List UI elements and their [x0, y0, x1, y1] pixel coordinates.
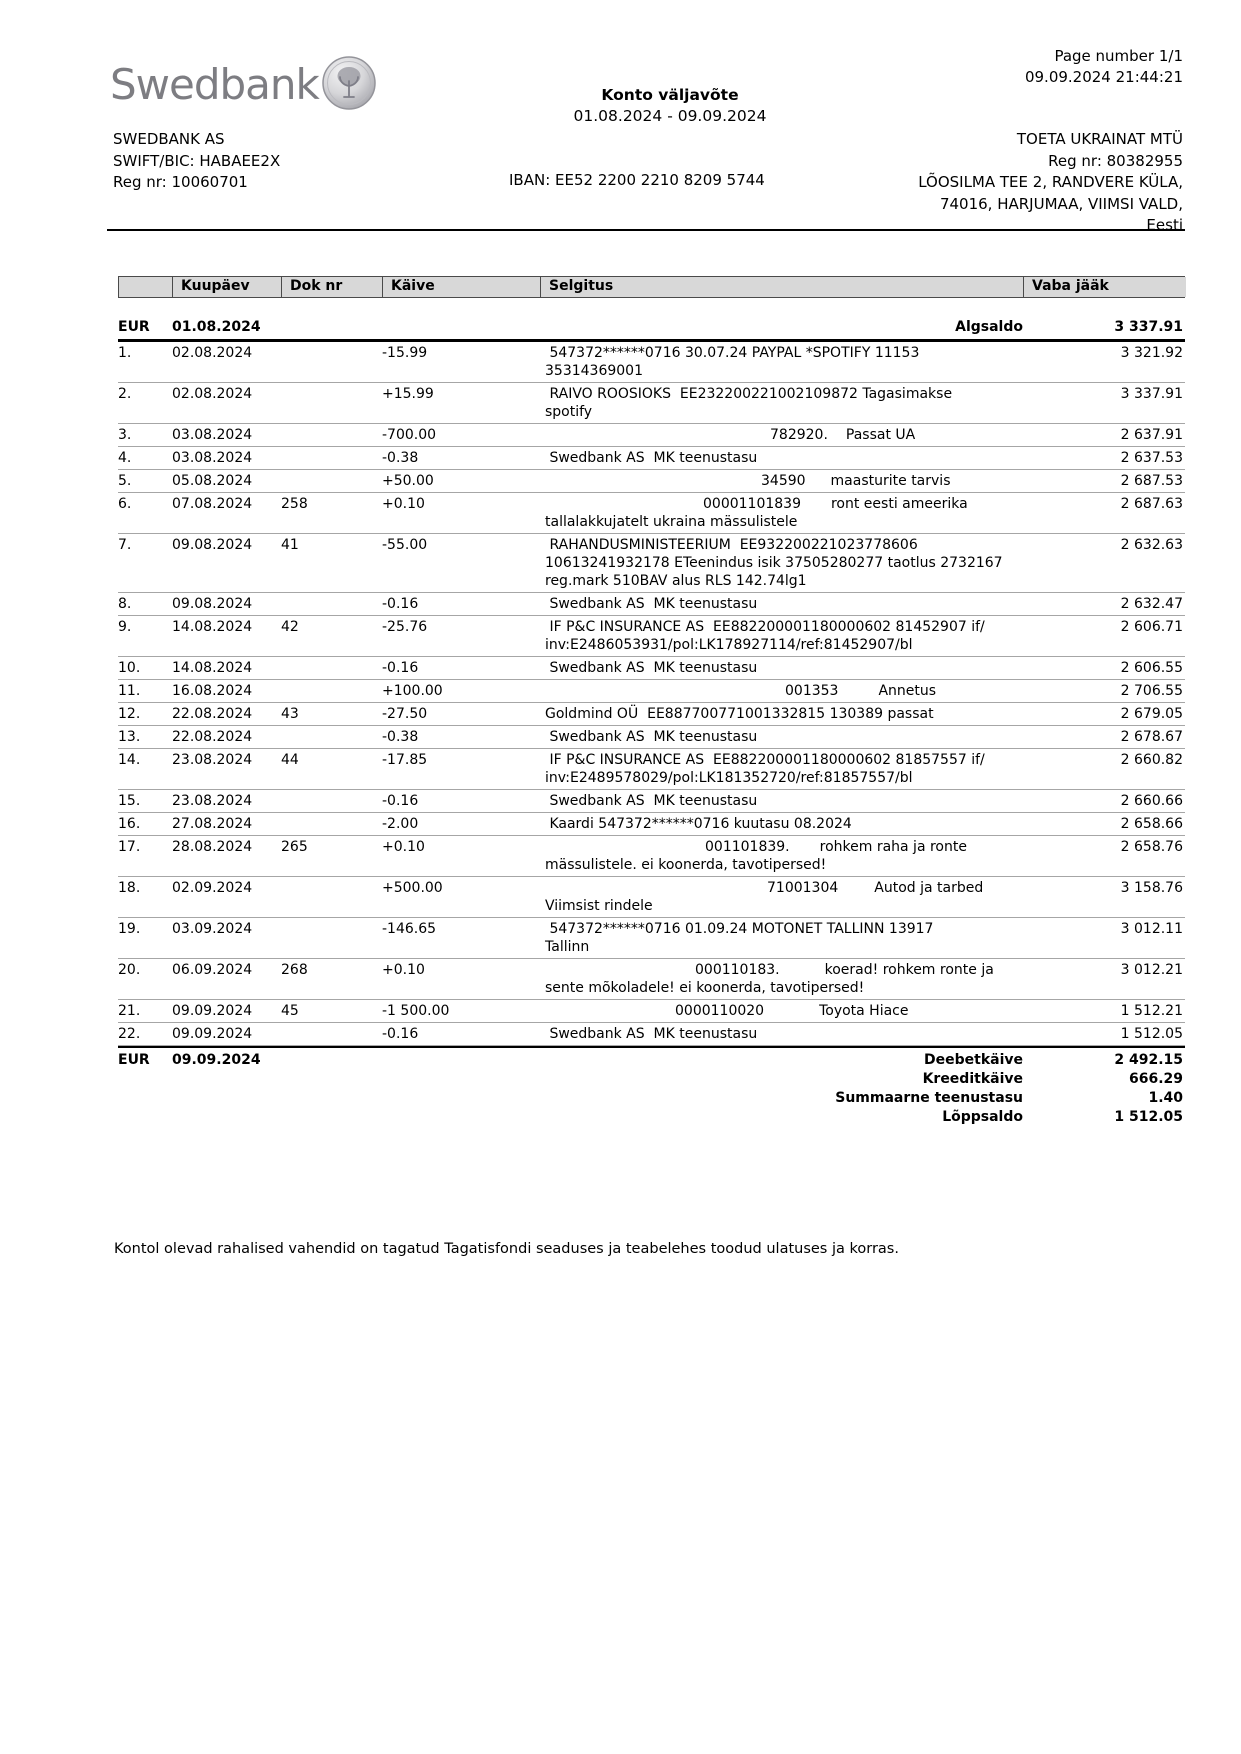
cell-row-number: 6.: [118, 495, 132, 512]
cell-amount: -0.16: [382, 595, 419, 612]
cell-balance: 2 679.05: [1120, 705, 1183, 722]
cell-doknr: [281, 920, 382, 956]
cell-balance: 2 658.76: [1120, 838, 1183, 855]
client-address-line: LÕOSILMA TEE 2, RANDVERE KÜLA,: [918, 173, 1183, 191]
summary-value: 2 492.15: [1114, 1052, 1183, 1068]
transaction-row: [118, 703, 1185, 726]
cell-balance: 2 632.63: [1120, 536, 1183, 553]
cell-doknr: 41: [281, 536, 299, 553]
transaction-row: [118, 470, 1185, 493]
column-header-date: Kuupäev: [173, 277, 282, 297]
column-header-balance: Vaba jääk: [1024, 277, 1186, 297]
transaction-row: [118, 918, 1185, 959]
cell-row-number: 19.: [118, 920, 141, 937]
cell-amount: -700.00: [382, 426, 437, 443]
summary-value: 1.40: [1148, 1090, 1183, 1106]
cell-description: [540, 961, 1023, 997]
cell-row-number: 11.: [118, 682, 141, 699]
cell-row-number: 4.: [118, 449, 132, 466]
transaction-row: [118, 680, 1185, 703]
cell-amount: -17.85: [382, 751, 428, 768]
iban: IBAN: EE52 2200 2210 8209 5744: [509, 171, 765, 189]
cell-doknr: 42: [281, 618, 299, 635]
description-line: Swedbank AS MK teenustasu: [545, 449, 758, 466]
description-line: IF P&C INSURANCE AS EE882200001180000602 81452907 if/: [545, 618, 985, 635]
description-line: Tallinn: [545, 938, 590, 955]
bank-name: SWEDBANK AS: [113, 130, 225, 148]
cell-balance: 2 678.67: [1120, 728, 1183, 745]
closing-date: 09.09.2024: [172, 1052, 261, 1068]
cell-date: 03.09.2024: [172, 920, 253, 937]
closing-currency: [118, 1108, 172, 1127]
transaction-row: [118, 1000, 1185, 1023]
cell-balance: 2 687.63: [1120, 495, 1183, 512]
cell-description: [540, 728, 1023, 746]
cell-date: 27.08.2024: [172, 815, 253, 832]
column-header-description: Selgitus: [541, 277, 1024, 297]
cell-balance: 2 660.82: [1120, 751, 1183, 768]
cell-date: 14.08.2024: [172, 659, 253, 676]
opening-date: 01.08.2024: [172, 319, 261, 335]
cell-row-number: 7.: [118, 536, 132, 553]
cell-date: 02.09.2024: [172, 879, 253, 896]
cell-row-number: 22.: [118, 1025, 141, 1042]
cell-doknr: 258: [281, 495, 308, 512]
closing-date: [172, 1070, 281, 1089]
description-line: 34590 maasturite tarvis: [761, 472, 951, 489]
cell-date: 22.08.2024: [172, 728, 253, 745]
cell-doknr: [281, 879, 382, 915]
cell-amount: -0.38: [382, 449, 419, 466]
description-line: Swedbank AS MK teenustasu: [545, 792, 758, 809]
cell-row-number: 2.: [118, 385, 132, 402]
cell-description: [540, 659, 1023, 677]
cell-amount: +0.10: [382, 838, 425, 855]
bank-info: [113, 129, 280, 194]
transaction-row: [118, 959, 1185, 1000]
transaction-row: [118, 616, 1185, 657]
cell-date: 22.08.2024: [172, 705, 253, 722]
cell-balance: 2 637.53: [1120, 449, 1183, 466]
cell-doknr: [281, 682, 382, 700]
description-line: Swedbank AS MK teenustasu: [545, 728, 758, 745]
statement-period: 01.08.2024 - 09.09.2024: [573, 107, 767, 125]
cell-description: [540, 879, 1023, 915]
cell-date: 07.08.2024: [172, 495, 253, 512]
cell-doknr: [281, 1025, 382, 1043]
cell-row-number: 1.: [118, 344, 132, 361]
cell-amount: +0.10: [382, 495, 425, 512]
description-line: 35314369001: [545, 362, 643, 379]
cell-description: [540, 1002, 1023, 1020]
statement-table: [118, 276, 1185, 1127]
description-line: mässulistele. ei koonerda, tavotipersed!: [545, 856, 827, 873]
description-line: sente mõkoladele! ei koonerda, tavotipersed!: [545, 979, 865, 996]
cell-doknr: 268: [281, 961, 308, 978]
client-info: [918, 129, 1183, 237]
cell-balance: 1 512.21: [1120, 1002, 1183, 1019]
header-divider: [107, 229, 1185, 231]
description-line: RAHANDUSMINISTEERIUM EE932200221023778606: [545, 536, 918, 553]
description-line: inv:E2486053931/pol:LK178927114/ref:81452907/bl: [545, 636, 913, 653]
cell-date: 02.08.2024: [172, 385, 253, 402]
cell-doknr: [281, 595, 382, 613]
cell-amount: -15.99: [382, 344, 428, 361]
cell-balance: 2 658.66: [1120, 815, 1183, 832]
cell-balance: 3 012.11: [1120, 920, 1183, 937]
generated-timestamp: 09.09.2024 21:44:21: [1024, 68, 1183, 86]
cell-date: 28.08.2024: [172, 838, 253, 855]
cell-description: [540, 705, 1023, 723]
description-line: 547372******0716 01.09.24 MOTONET TALLINN 13917: [545, 920, 934, 937]
cell-description: [540, 838, 1023, 874]
opening-balance-value: 3 337.91: [1114, 319, 1183, 335]
cell-description: [540, 920, 1023, 956]
transaction-row: [118, 1023, 1185, 1046]
document-title: Konto väljavõte: [601, 86, 739, 104]
cell-amount: -27.50: [382, 705, 428, 722]
cell-date: 23.08.2024: [172, 751, 253, 768]
cell-row-number: 5.: [118, 472, 132, 489]
client-address-line: 74016, HARJUMAA, VIIMSI VALD,: [939, 194, 1183, 213]
swedbank-logo-text: Swedbank: [110, 60, 319, 109]
bank-reg-nr: Reg nr: 10060701: [113, 173, 248, 191]
cell-description: [540, 449, 1023, 467]
document-title-block: [455, 85, 885, 127]
transaction-row: [118, 424, 1185, 447]
cell-amount: -0.16: [382, 792, 419, 809]
description-line: 001353 Annetus: [785, 682, 937, 699]
client-reg-nr: Reg nr: 80382955: [1048, 151, 1183, 170]
cell-date: 23.08.2024: [172, 792, 253, 809]
summary-label: Lõppsaldo: [942, 1109, 1023, 1125]
page-number: Page number 1/1: [1054, 47, 1183, 65]
cell-balance: 2 606.55: [1120, 659, 1183, 676]
cell-doknr: [281, 344, 382, 380]
summary-value: 666.29: [1128, 1071, 1183, 1087]
summary-lines: [118, 1051, 1185, 1127]
summary-label: Deebetkäive: [924, 1052, 1023, 1068]
description-line: Swedbank AS MK teenustasu: [545, 595, 758, 612]
cell-row-number: 8.: [118, 595, 132, 612]
cell-amount: -0.16: [382, 1025, 419, 1042]
transaction-row: [118, 657, 1185, 680]
cell-row-number: 15.: [118, 792, 141, 809]
cell-balance: 2 687.53: [1120, 472, 1183, 489]
cell-description: [540, 792, 1023, 810]
summary-line: [118, 1051, 1185, 1070]
transaction-row: [118, 534, 1185, 593]
description-line: Goldmind OÜ EE887700771001332815 130389 passat: [545, 705, 934, 722]
cell-row-number: 12.: [118, 705, 141, 722]
cell-amount: -1 500.00: [382, 1002, 450, 1019]
description-line: spotify: [545, 403, 593, 420]
deposit-guarantee-note: Kontol olevad rahalised vahendid on tagatud Tagatisfondi seaduses ja teabelehes toodud ulatuses ja korras.: [114, 1241, 899, 1257]
description-line: Swedbank AS MK teenustasu: [545, 659, 758, 676]
cell-balance: 2 706.55: [1120, 682, 1183, 699]
cell-row-number: 18.: [118, 879, 141, 896]
cell-description: [540, 536, 1023, 590]
transaction-row: [118, 447, 1185, 470]
transaction-row: [118, 493, 1185, 534]
cell-balance: 2 606.71: [1120, 618, 1183, 635]
cell-amount: +15.99: [382, 385, 434, 402]
cell-amount: +500.00: [382, 879, 443, 896]
cell-date: 09.08.2024: [172, 595, 253, 612]
cell-amount: -146.65: [382, 920, 437, 937]
cell-amount: -2.00: [382, 815, 419, 832]
cell-date: 09.08.2024: [172, 536, 253, 553]
transaction-row: [118, 877, 1185, 918]
cell-doknr: [281, 792, 382, 810]
summary-line: [118, 1070, 1185, 1089]
transaction-row: [118, 836, 1185, 877]
cell-doknr: [281, 426, 382, 444]
cell-amount: -0.38: [382, 728, 419, 745]
cell-balance: 3 337.91: [1120, 385, 1183, 402]
cell-balance: 3 321.92: [1120, 344, 1183, 361]
cell-description: [540, 751, 1023, 787]
cell-date: 02.08.2024: [172, 344, 253, 361]
cell-date: 16.08.2024: [172, 682, 253, 699]
description-line: 001101839. rohkem raha ja ronte: [705, 838, 967, 855]
client-name: TOETA UKRAINAT MTÜ: [1016, 130, 1183, 148]
cell-row-number: 16.: [118, 815, 141, 832]
cell-amount: -55.00: [382, 536, 428, 553]
cell-balance: 1 512.05: [1120, 1025, 1183, 1042]
cell-doknr: [281, 659, 382, 677]
summary-label: Kreeditkäive: [922, 1071, 1023, 1087]
cell-row-number: 20.: [118, 961, 141, 978]
cell-doknr: [281, 472, 382, 490]
column-header-doknr: Dok nr: [282, 277, 383, 297]
cell-balance: 2 660.66: [1120, 792, 1183, 809]
cell-description: [540, 472, 1023, 490]
cell-amount: -25.76: [382, 618, 428, 635]
description-line: 782920. Passat UA: [770, 426, 916, 443]
bank-swift: SWIFT/BIC: HABAEE2X: [113, 151, 281, 170]
table-header: [118, 276, 1185, 298]
description-line: Swedbank AS MK teenustasu: [545, 1025, 758, 1042]
cell-description: [540, 385, 1023, 421]
description-line: 00001101839 ront eesti ameerika: [703, 495, 968, 512]
cell-date: 14.08.2024: [172, 618, 253, 635]
description-line: RAIVO ROOSIOKS EE232200221002109872 Tagasimakse: [545, 385, 953, 402]
cell-doknr: 44: [281, 751, 299, 768]
cell-row-number: 10.: [118, 659, 141, 676]
cell-description: [540, 344, 1023, 380]
closing-summary: [118, 1046, 1185, 1127]
cell-date: 09.09.2024: [172, 1025, 253, 1042]
cell-doknr: 265: [281, 838, 308, 855]
transaction-rows: [118, 342, 1185, 1046]
swedbank-logo: [110, 56, 376, 114]
closing-currency: [118, 1070, 172, 1089]
cell-doknr: [281, 385, 382, 421]
opening-currency: EUR: [118, 319, 150, 335]
closing-currency: EUR: [118, 1052, 150, 1068]
closing-date: [172, 1108, 281, 1127]
transaction-row: [118, 813, 1185, 836]
swedbank-coin-icon: [322, 56, 376, 114]
cell-date: 03.08.2024: [172, 449, 253, 466]
cell-balance: 2 637.91: [1120, 426, 1183, 443]
cell-description: [540, 1025, 1023, 1043]
description-line: IF P&C INSURANCE AS EE882200001180000602 81857557 if/: [545, 751, 985, 768]
cell-description: [540, 595, 1023, 613]
cell-row-number: 14.: [118, 751, 141, 768]
cell-description: [540, 682, 1023, 700]
description-line: 10613241932178 ETeenindus isik 37505280277 taotlus 2732167: [545, 554, 1003, 571]
cell-balance: 3 012.21: [1120, 961, 1183, 978]
cell-doknr: 43: [281, 705, 299, 722]
summary-value: 1 512.05: [1114, 1109, 1183, 1125]
transaction-row: [118, 749, 1185, 790]
column-header-empty: [119, 277, 173, 297]
cell-date: 06.09.2024: [172, 961, 253, 978]
cell-amount: +0.10: [382, 961, 425, 978]
description-line: 000110183. koerad! rohkem ronte ja: [695, 961, 994, 978]
cell-balance: 3 158.76: [1120, 879, 1183, 896]
description-line: 547372******0716 30.07.24 PAYPAL *SPOTIFY 11153: [545, 344, 920, 361]
cell-doknr: [281, 449, 382, 467]
transaction-row: [118, 726, 1185, 749]
description-line: tallalakkujatelt ukraina mässulistele: [545, 513, 798, 530]
cell-description: [540, 618, 1023, 654]
transaction-row: [118, 383, 1185, 424]
cell-amount: -0.16: [382, 659, 419, 676]
cell-row-number: 17.: [118, 838, 141, 855]
cell-row-number: 13.: [118, 728, 141, 745]
cell-row-number: 21.: [118, 1002, 141, 1019]
column-header-amount: Käive: [383, 277, 541, 297]
cell-description: [540, 426, 1023, 444]
opening-balance-label: Algsaldo: [955, 319, 1023, 335]
cell-row-number: 3.: [118, 426, 132, 443]
transaction-row: [118, 342, 1185, 383]
closing-date: [172, 1089, 281, 1108]
cell-description: [540, 815, 1023, 833]
closing-currency: [118, 1089, 172, 1108]
description-line: inv:E2489578029/pol:LK181352720/ref:81857557/bl: [545, 769, 913, 786]
description-line: Viimsist rindele: [545, 897, 653, 914]
summary-line: [118, 1089, 1185, 1108]
page-meta: [1025, 46, 1183, 88]
cell-balance: 2 632.47: [1120, 595, 1183, 612]
description-line: 0000110020 Toyota Hiace: [675, 1002, 909, 1019]
cell-doknr: [281, 728, 382, 746]
cell-amount: +50.00: [382, 472, 434, 489]
cell-date: 09.09.2024: [172, 1002, 253, 1019]
transaction-row: [118, 593, 1185, 616]
opening-balance-row: [118, 319, 1185, 342]
description-line: 71001304 Autod ja tarbed: [767, 879, 984, 896]
cell-date: 03.08.2024: [172, 426, 253, 443]
summary-label: Summaarne teenustasu: [835, 1090, 1023, 1106]
cell-doknr: [281, 815, 382, 833]
summary-line: [118, 1108, 1185, 1127]
transaction-row: [118, 790, 1185, 813]
description-line: Kaardi 547372******0716 kuutasu 08.2024: [545, 815, 852, 832]
cell-description: [540, 495, 1023, 531]
cell-doknr: 45: [281, 1002, 299, 1019]
cell-date: 05.08.2024: [172, 472, 253, 489]
cell-row-number: 9.: [118, 618, 132, 635]
client-address-line: Eesti: [1146, 216, 1183, 234]
description-line: reg.mark 510BAV alus RLS 142.74lg1: [545, 572, 807, 589]
cell-amount: +100.00: [382, 682, 443, 699]
